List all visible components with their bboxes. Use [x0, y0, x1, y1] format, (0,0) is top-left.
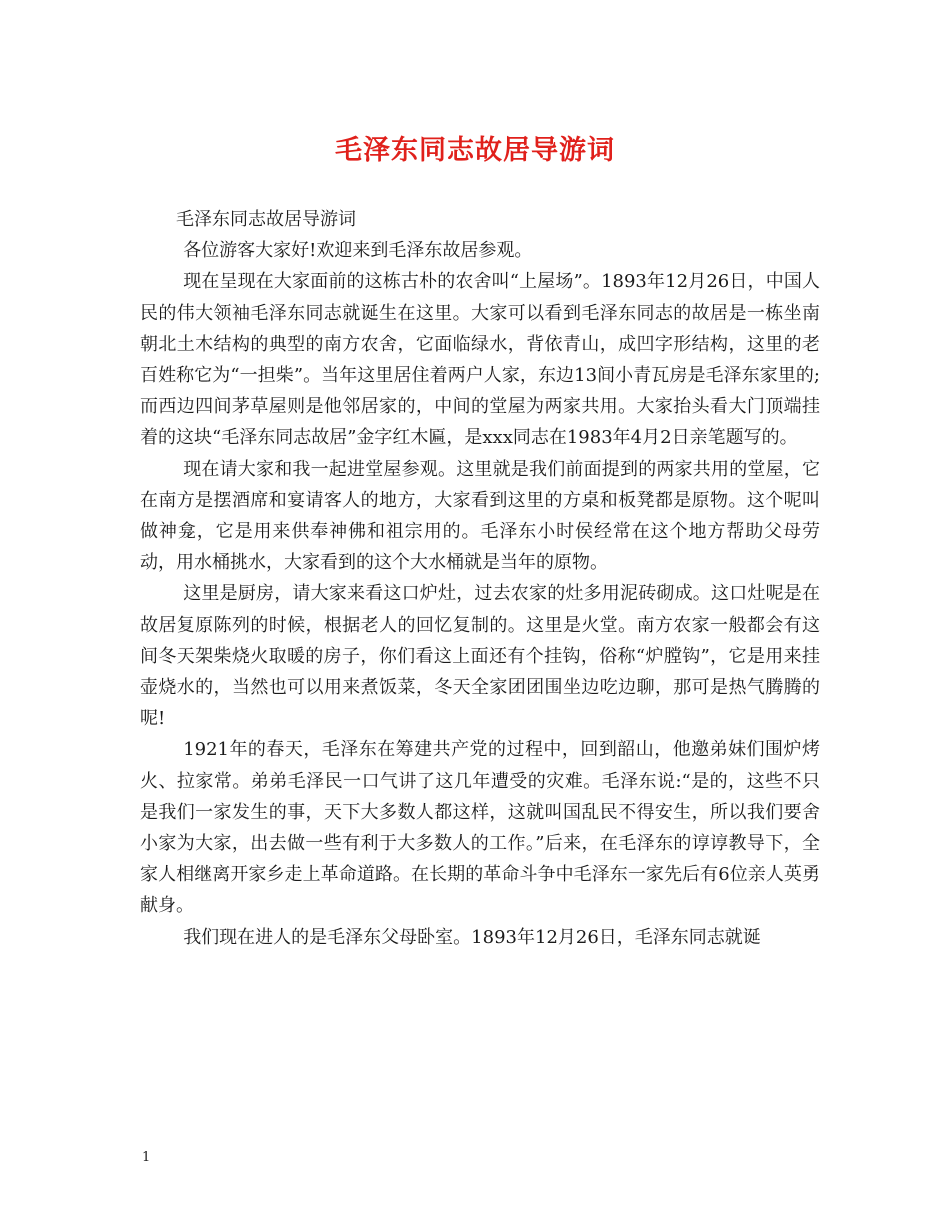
page-number: 1 — [142, 1150, 151, 1165]
paragraph-main-hall: 现在请大家和我一起进堂屋参观。这里就是我们前面提到的两家共用的堂屋，它在南方是摆酒席和宴请客人的地方，大家看到这里的方桌和板凳都是原物。这个呢叫做神龛，它是用来供奉神佛和祖宗用的。毛泽东小时侯经常在这个地方帮助父母劳动，用水桶挑水，大家看到的这个大水桶就是当年的原物。 — [140, 458, 820, 574]
paragraph-heading: 毛泽东同志故居导游词 — [176, 209, 356, 230]
paragraph-1921-spring: 1921年的春天，毛泽东在筹建共产党的过程中，回到韶山，他邀弟妹们围炉烤火、拉家常。弟弟毛泽民一口气讲了这几年遭受的灾难。毛泽东说:“是的，这些不只是我们一家发生的事，天下大多数人都这样，这就叫国乱民不得安生，所以我们要舍小家为大家，出去做一些有利于大多数人的工作。”后来，在毛泽东的谆谆教导下，全家人相继离开家乡走上革命道路。在长期的革命斗争中毛泽东一家先后有6位亲人英勇献身。 — [140, 739, 820, 917]
paragraph-kitchen: 这里是厨房，请大家来看这口炉灶，过去农家的灶多用泥砖砌成。这口灶呢是在故居复原陈列的时候，根据老人的回忆复制的。这里是火堂。南方农家一般都会有这间冬天架柴烧火取暖的房子，你们看这上面还有个挂钩，俗称“炉膛钩”，它是用来挂壶烧水的，当然也可以用来煮饭菜，冬天全家团团围坐边吃边聊，那可是热气腾腾的呢! — [140, 583, 820, 730]
paragraph-parents-bedroom: 我们现在进人的是毛泽东父母卧室。1893年12月26日，毛泽东同志就诞 — [183, 926, 761, 948]
paragraph-greeting: 各位游客大家好!欢迎来到毛泽东故居参观。 — [183, 240, 533, 262]
document-title: 毛泽东同志故居导游词 — [335, 135, 615, 166]
document-body — [140, 204, 820, 953]
paragraph-shangwuchang: 现在呈现在大家面前的这栋古朴的农舍叫“上屋场”。1893年12月26日，中国人民的伟大领袖毛泽东同志就诞生在这里。大家可以看到毛泽东同志的故居是一栋坐南朝北土木结构的典型的南方农舍，它面临绿水，背依青山，成凹字形结构，这里的老百姓称它为“一担柴”。当年这里居住着两户人家，东边13间小青瓦房是毛泽东家里的;而西边四间茅草屋则是他邻居家的，中间的堂屋为两家共用。大家抬头看大门顶端挂着的这块“毛泽东同志故居”金字红木匾，是xxx同志在1983年4月2日亲笔题写的。 — [140, 271, 820, 449]
